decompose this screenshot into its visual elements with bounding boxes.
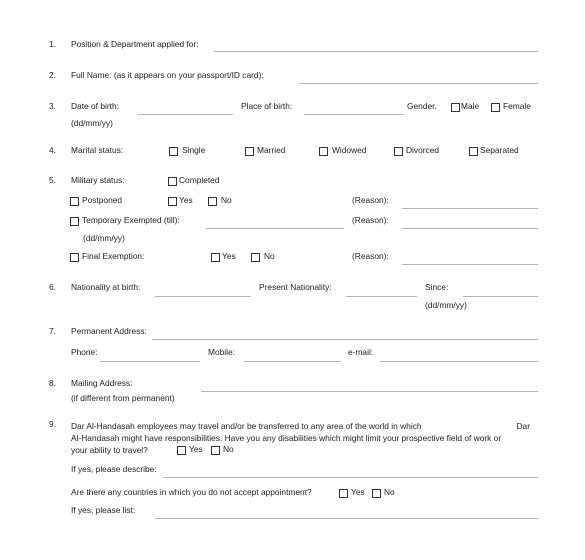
divorced-label: Divorced bbox=[406, 145, 440, 155]
permanent-address-label: Permanent Address: bbox=[71, 326, 147, 336]
postponed-label: Postponed bbox=[82, 195, 123, 205]
countries-no-checkbox[interactable] bbox=[372, 489, 381, 498]
divorced-checkbox[interactable] bbox=[394, 147, 403, 156]
final-reason-label: (Reason): bbox=[352, 251, 389, 261]
item-number: 9. bbox=[49, 419, 56, 429]
countries-yes-label: Yes bbox=[351, 487, 365, 497]
item-number: 2. bbox=[49, 70, 56, 80]
dob-format-hint: (dd/mm/yy) bbox=[71, 118, 113, 128]
phone-label: Phone: bbox=[71, 347, 98, 357]
widowed-label: Widowed bbox=[332, 145, 367, 155]
temporary-exempted-checkbox[interactable] bbox=[70, 217, 79, 226]
nationality-at-birth-label: Nationality at birth: bbox=[71, 282, 141, 292]
permanent-address-field[interactable] bbox=[152, 339, 538, 340]
para-line-1: Dar Al-Handasah employees may travel and/or be transferred to any area of the world in which bbox=[71, 421, 422, 431]
dob-field[interactable] bbox=[137, 114, 233, 115]
if-yes-list-label: If yes, please list: bbox=[71, 505, 136, 515]
present-nationality-field[interactable] bbox=[346, 296, 417, 297]
describe-field[interactable] bbox=[163, 477, 538, 478]
countries-yes-checkbox[interactable] bbox=[339, 489, 348, 498]
postponed-no-checkbox[interactable] bbox=[208, 197, 217, 206]
since-format-hint: (dd/mm/yy) bbox=[425, 300, 467, 310]
final-reason-field[interactable] bbox=[402, 264, 538, 265]
mailing-address-hint: (if different from permanent) bbox=[71, 393, 175, 403]
mailing-address-field[interactable] bbox=[201, 391, 538, 392]
female-checkbox[interactable] bbox=[491, 103, 500, 112]
disability-no-checkbox[interactable] bbox=[211, 446, 220, 455]
travel-disability-question bbox=[71, 420, 534, 456]
disability-yes-checkbox[interactable] bbox=[177, 446, 186, 455]
separated-checkbox[interactable] bbox=[469, 147, 478, 156]
single-checkbox[interactable] bbox=[169, 147, 178, 156]
married-checkbox[interactable] bbox=[245, 147, 254, 156]
present-nationality-label: Present Nationality: bbox=[259, 282, 332, 292]
item-number: 4. bbox=[49, 145, 56, 155]
email-field[interactable] bbox=[380, 361, 538, 362]
item-number: 6. bbox=[49, 282, 56, 292]
position-field[interactable] bbox=[214, 51, 538, 52]
separated-label: Separated bbox=[480, 145, 519, 155]
disability-no-label: No bbox=[223, 444, 234, 454]
nationality-at-birth-field[interactable] bbox=[155, 296, 251, 297]
place-of-birth-label: Place of birth: bbox=[241, 101, 293, 111]
list-field[interactable] bbox=[155, 518, 538, 519]
final-yes-checkbox[interactable] bbox=[211, 253, 220, 262]
if-yes-describe-label: If yes, please describe: bbox=[71, 464, 157, 474]
since-label: Since: bbox=[425, 282, 449, 292]
phone-field[interactable] bbox=[100, 361, 200, 362]
postponed-checkbox[interactable] bbox=[70, 197, 79, 206]
marital-status-label: Marital status: bbox=[71, 145, 124, 155]
item-number: 3. bbox=[49, 101, 56, 111]
mailing-address-label: Mailing Address: bbox=[71, 378, 133, 388]
completed-checkbox[interactable] bbox=[168, 177, 177, 186]
para-line-1-end: Dar bbox=[516, 421, 530, 431]
married-label: Married bbox=[257, 145, 286, 155]
military-status-label: Military status: bbox=[71, 175, 125, 185]
item-number: 5. bbox=[49, 175, 56, 185]
countries-question-label: Are there any countries in which you do not accept appointment? bbox=[71, 487, 312, 497]
final-no-checkbox[interactable] bbox=[251, 253, 260, 262]
male-checkbox[interactable] bbox=[451, 103, 460, 112]
postponed-no-label: No bbox=[221, 195, 232, 205]
single-label: Single bbox=[182, 145, 206, 155]
disability-yes-label: Yes bbox=[189, 444, 203, 454]
temporary-reason-label: (Reason): bbox=[352, 215, 389, 225]
female-label: Female bbox=[503, 101, 531, 111]
mobile-label: Mobile: bbox=[208, 347, 235, 357]
postponed-yes-checkbox[interactable] bbox=[168, 197, 177, 206]
para-line-3: your ability to travel? bbox=[71, 445, 148, 455]
item-number: 8. bbox=[49, 378, 56, 388]
countries-no-label: No bbox=[384, 487, 395, 497]
postponed-yes-label: Yes bbox=[179, 195, 193, 205]
final-no-label: No bbox=[264, 251, 275, 261]
temporary-date-format-hint: (dd/mm/yy) bbox=[83, 233, 125, 243]
postponed-reason-label: (Reason): bbox=[352, 195, 389, 205]
mobile-field[interactable] bbox=[244, 361, 341, 362]
temporary-reason-field[interactable] bbox=[402, 228, 538, 229]
place-of-birth-field[interactable] bbox=[304, 114, 404, 115]
full-name-field[interactable] bbox=[299, 83, 538, 84]
postponed-reason-field[interactable] bbox=[402, 208, 538, 209]
temporary-exempted-date-field[interactable] bbox=[206, 228, 344, 229]
full-name-label: Full Name: (as it appears on your passport/ID card): bbox=[71, 70, 264, 80]
male-label: Male bbox=[461, 101, 480, 111]
dob-label: Date of birth: bbox=[71, 101, 119, 111]
since-field[interactable] bbox=[463, 296, 538, 297]
item-number: 7. bbox=[49, 326, 56, 336]
widowed-checkbox[interactable] bbox=[319, 147, 328, 156]
completed-label: Completed bbox=[179, 175, 220, 185]
item-number: 1. bbox=[49, 39, 56, 49]
gender-label: Gender. bbox=[407, 101, 437, 111]
email-label: e-mail: bbox=[348, 347, 374, 357]
position-label: Position & Department applied for: bbox=[71, 39, 199, 49]
temporary-exempted-label: Temporary Exempted (till): bbox=[82, 215, 180, 225]
final-exemption-label: Final Exemption: bbox=[82, 251, 145, 261]
para-line-2: Al-Handasah might have responsibilities. Have you any disabilities which might limit your prospective field of work or bbox=[71, 433, 502, 443]
final-exemption-checkbox[interactable] bbox=[70, 253, 79, 262]
final-yes-label: Yes bbox=[222, 251, 236, 261]
